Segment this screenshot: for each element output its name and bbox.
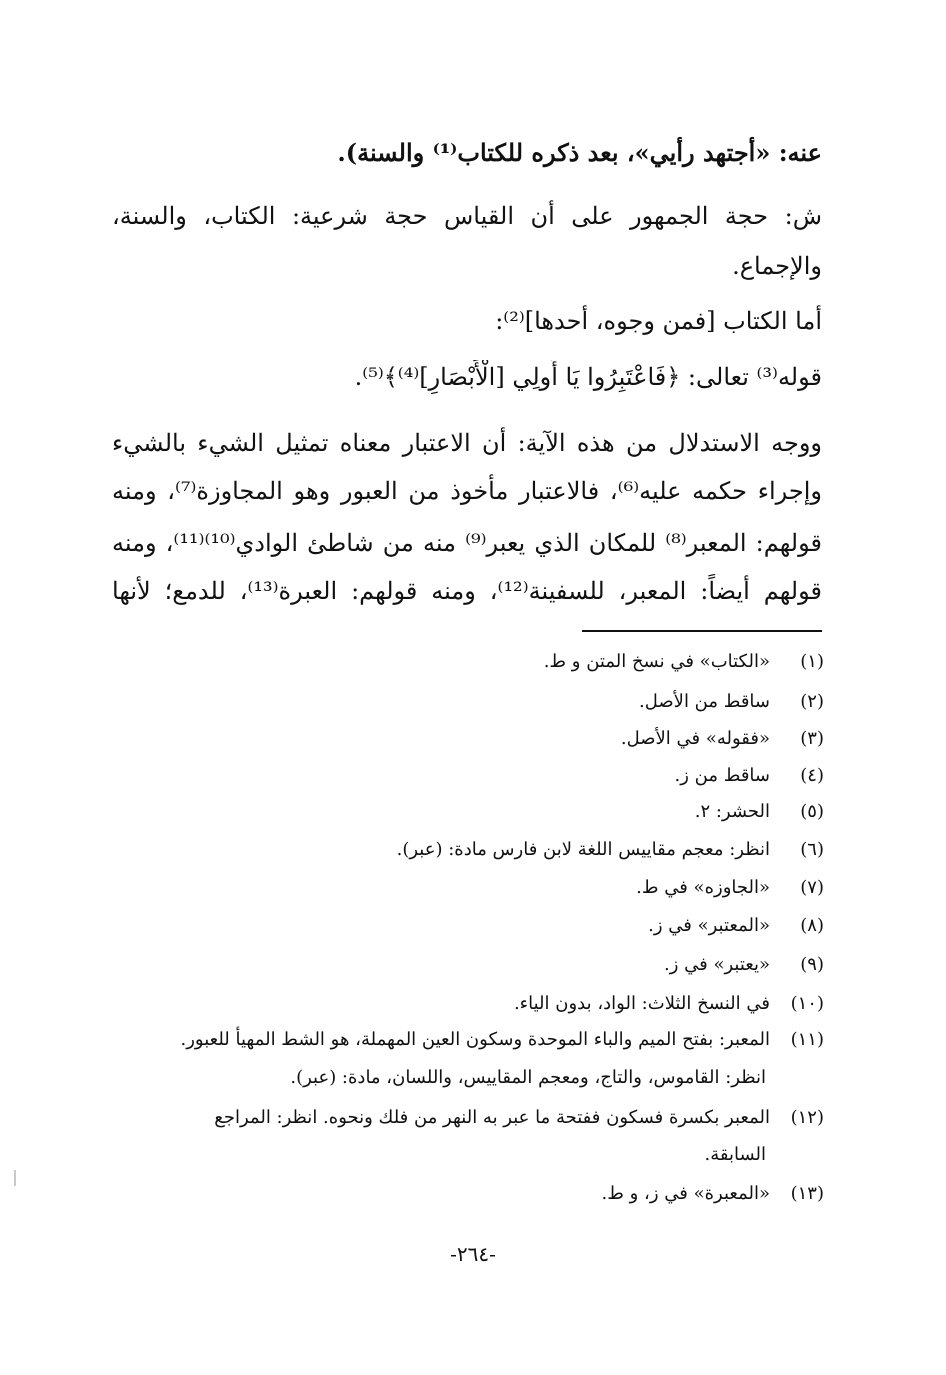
page-number: -٢٦٤- bbox=[450, 1242, 496, 1266]
footnote-text: في النسخ الثلاث: الواد، بدون الياء. bbox=[513, 993, 770, 1014]
footnote-number: (٨) bbox=[800, 915, 824, 936]
footnote-number: (٩) bbox=[800, 954, 824, 975]
footnote-11-continuation: انظر: القاموس، والتاج، ومعجم المقاييس، واللسان، مادة: (عبر). bbox=[290, 1067, 766, 1088]
footnote-9 bbox=[112, 951, 824, 979]
footnote-number: (٢) bbox=[800, 691, 824, 712]
footnote-number: (١٠) bbox=[790, 993, 824, 1014]
footnote-text: «فقوله» في الأصل. bbox=[620, 728, 770, 749]
footnote-8 bbox=[112, 912, 824, 940]
footnote-number: (١٣) bbox=[790, 1183, 824, 1204]
footnote-text: «الكتاب» في نسخ المتن و ط. bbox=[543, 651, 770, 672]
footnote-text: المعبر بكسرة فسكون ففتحة ما عبر به النهر من فلك ونحوه. انظر: المراجع bbox=[214, 1107, 770, 1128]
footnote-number: (٥) bbox=[800, 801, 824, 822]
main-line-4: أما الكتاب [فمن وجوه، أحدها]⁽²⁾: bbox=[495, 307, 822, 335]
main-line-2: ش: حجة الجمهور على أن القياس حجة شرعية: الكتاب، والسنة، bbox=[112, 202, 822, 230]
footnote-number: (٦) bbox=[800, 839, 824, 860]
main-line-1: عنه: «أجتهد رأيي»، بعد ذكره للكتاب⁽¹⁾ والسنة). bbox=[337, 138, 822, 167]
footnote-12-continuation: السابقة. bbox=[704, 1144, 766, 1165]
footnote-number: (١١) bbox=[790, 1029, 824, 1050]
footnote-number: (٧) bbox=[800, 877, 824, 898]
footnote-number: (١٢) bbox=[790, 1107, 824, 1128]
footnote-5 bbox=[112, 798, 824, 826]
main-line-5: قوله⁽³⁾ تعالى: ﴿فَاعْتَبِرُوا يَا أُولِي [الْأَبْصَارِ]⁽⁴⁾﴾⁽⁵⁾. bbox=[354, 363, 822, 391]
main-line-6: ووجه الاستدلال من هذه الآية: أن الاعتبار معناه تمثيل الشيء بالشيء bbox=[112, 429, 822, 457]
main-line-3: والإجماع. bbox=[732, 252, 822, 280]
footnote-10 bbox=[112, 990, 824, 1018]
footnote-4 bbox=[112, 762, 824, 790]
footnote-text: ساقط من ز. bbox=[674, 765, 770, 786]
footnote-text: الحشر: ٢. bbox=[694, 801, 770, 822]
footnote-7 bbox=[112, 874, 824, 902]
footnote-number: (١) bbox=[800, 651, 824, 672]
footnote-6 bbox=[112, 836, 824, 864]
footnote-text: ساقط من الأصل. bbox=[639, 691, 770, 712]
main-line-9: قولهم أيضاً: المعبر، للسفينة⁽¹²⁾، ومنه قولهم: العبرة⁽¹³⁾، للدمع؛ لأنها bbox=[112, 577, 822, 605]
footnote-12 bbox=[112, 1104, 824, 1132]
footnote-text: «المعبرة» في ز، و ط. bbox=[601, 1183, 770, 1204]
footnote-13 bbox=[112, 1180, 824, 1208]
footnote-1 bbox=[112, 648, 824, 676]
footnote-number: (٣) bbox=[800, 728, 824, 749]
footnote-text: «يعتبر» في ز. bbox=[664, 954, 770, 975]
footnote-2 bbox=[112, 688, 824, 716]
footnote-text: انظر: معجم مقاييس اللغة لابن فارس مادة: (عبر). bbox=[396, 839, 770, 860]
main-line-8: قولهم: المعبر⁽⁸⁾ للمكان الذي يعبر⁽⁹⁾ منه من شاطئ الوادي⁽¹⁰⁾⁽¹¹⁾، ومنه bbox=[112, 529, 822, 557]
footnote-text: المعبر: بفتح الميم والباء الموحدة وسكون العين المهملة، هو الشط المهيأ للعبور. bbox=[180, 1029, 770, 1050]
scan-mark bbox=[14, 1170, 16, 1186]
footnote-separator bbox=[582, 630, 822, 632]
footnote-11 bbox=[112, 1026, 824, 1054]
footnote-text: «الجاوزه» في ط. bbox=[636, 877, 770, 898]
footnote-3 bbox=[112, 725, 824, 753]
footnote-number: (٤) bbox=[800, 765, 824, 786]
main-line-7: وإجراء حكمه عليه⁽⁶⁾، فالاعتبار مأخوذ من العبور وهو المجاوزة⁽⁷⁾، ومنه bbox=[112, 477, 822, 505]
footnote-text: «المعتبر» في ز. bbox=[648, 915, 770, 936]
